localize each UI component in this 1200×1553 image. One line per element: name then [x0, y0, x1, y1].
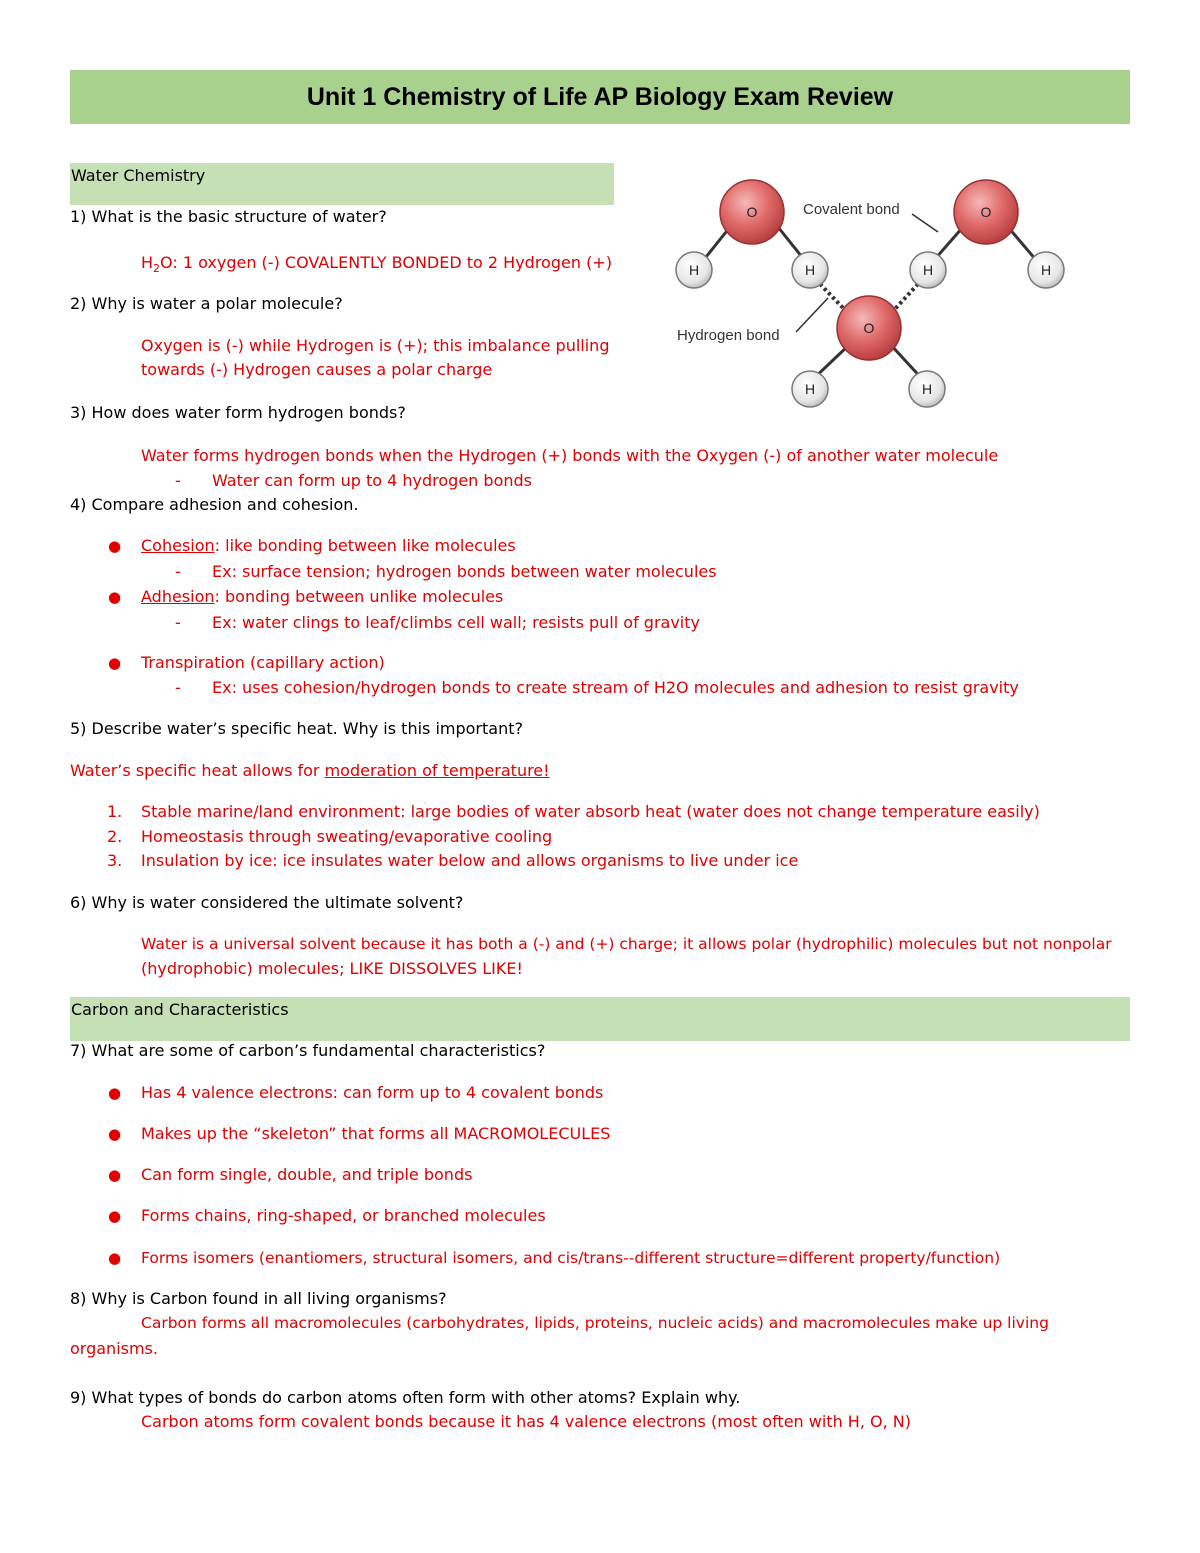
question-3: 3) How does water form hydrogen bonds?	[70, 403, 406, 422]
list-number: 3.	[107, 851, 123, 870]
answer-8-line-2: organisms.	[70, 1339, 158, 1358]
bullet-marker: ●	[108, 1084, 122, 1102]
cohesion-term: Cohesion	[141, 536, 215, 555]
answer-1	[141, 251, 612, 281]
hydrogen-label: H	[921, 381, 933, 397]
hydrogen-label: H	[922, 262, 934, 278]
question-5: 5) Describe water’s specific heat. Why is this important?	[70, 719, 523, 738]
question-2: 2) Why is water a polar molecule?	[70, 294, 343, 313]
answer-2-line-1: Oxygen is (-) while Hydrogen is (+); this imbalance pulling	[141, 336, 610, 355]
question-8: 8) Why is Carbon found in all living organisms?	[70, 1289, 447, 1308]
answer-5	[70, 759, 550, 783]
answer-6-line-2: (hydrophobic) molecules; LIKE DISSOLVES LIKE!	[141, 959, 523, 978]
bullet-marker: ●	[108, 1249, 122, 1267]
question-1: 1) What is the basic structure of water?	[70, 207, 387, 226]
covalent-bond-label: Covalent bond	[803, 201, 900, 218]
adhesion-example: Ex: water clings to leaf/climbs cell wall; resists pull of gravity	[212, 613, 700, 632]
specific-heat-item-3: Insulation by ice: ice insulates water below and allows organisms to live under ice	[141, 851, 799, 870]
bullet-marker: ●	[108, 1125, 122, 1143]
section-header-water	[70, 163, 614, 205]
answer-2-line-2: towards (-) Hydrogen causes a polar charge	[141, 360, 493, 379]
answer-5-underlined: moderation of temperature!	[324, 761, 550, 780]
hydrogen-bond-label: Hydrogen bond	[677, 327, 780, 344]
bullet-marker: ●	[108, 1166, 122, 1184]
list-number: 1.	[107, 802, 123, 821]
hydrogen-label: H	[804, 262, 816, 278]
adhesion-def: : bonding between unlike molecules	[214, 587, 504, 606]
oxygen-label: O	[863, 320, 875, 336]
list-number: 2.	[107, 827, 123, 846]
answer-6-line-1: Water is a universal solvent because it has both a (-) and (+) charge; it allows polar (hydrophilic) molecules but not nonpolar	[141, 935, 1112, 953]
title-bar	[70, 70, 1130, 124]
answer-3: Water forms hydrogen bonds when the Hydrogen (+) bonds with the Oxygen (-) of another water molecule	[141, 446, 999, 465]
section-header-carbon	[70, 997, 1130, 1041]
cohesion-def: : like bonding between like molecules	[214, 536, 516, 555]
oxygen-label: O	[980, 204, 992, 220]
cohesion-item	[141, 534, 516, 558]
page-title: Unit 1 Chemistry of Life AP Biology Exam Review	[306, 82, 894, 111]
covalent-label-pointer	[912, 214, 938, 232]
question-6: 6) Why is water considered the ultimate solvent?	[70, 893, 464, 912]
bullet-marker: ●	[108, 537, 122, 555]
transpiration-item: Transpiration (capillary action)	[141, 653, 385, 672]
carbon-item-5: Forms isomers (enantiomers, structural isomers, and cis/trans--different structure=different property/function)	[141, 1249, 1001, 1267]
oxygen-label: O	[746, 204, 758, 220]
hydrogen-bond-line	[894, 284, 918, 310]
carbon-item-1: Has 4 valence electrons: can form up to 4 covalent bonds	[141, 1083, 604, 1102]
dash-marker: -	[175, 678, 181, 697]
answer-8-line-1: Carbon forms all macromolecules (carbohydrates, lipids, proteins, nucleic acids) and macromolecules make up living	[141, 1314, 1049, 1332]
adhesion-item	[141, 585, 503, 609]
carbon-item-3: Can form single, double, and triple bonds	[141, 1165, 473, 1184]
bullet-marker: ●	[108, 588, 122, 606]
dash-marker: -	[175, 613, 181, 632]
section-title-carbon: Carbon and Characteristics	[71, 1000, 289, 1019]
bullet-marker: ●	[108, 654, 122, 672]
hydrogen-label: H	[688, 262, 700, 278]
water-hydrogen-bond-diagram	[670, 172, 1070, 412]
carbon-item-2: Makes up the “skeleton” that forms all MACROMOLECULES	[141, 1124, 611, 1143]
hydrogen-bond-line	[820, 284, 845, 310]
dash-marker: -	[175, 562, 181, 581]
hydrogen-label: H	[1040, 262, 1052, 278]
carbon-item-4: Forms chains, ring-shaped, or branched molecules	[141, 1206, 546, 1225]
dash-marker: -	[175, 471, 181, 490]
section-title-water: Water Chemistry	[71, 166, 206, 185]
hydrogen-label-pointer	[796, 298, 828, 332]
answer-1-text: O: 1 oxygen (-) COVALENTLY BONDED to 2 Hydrogen (+)	[160, 253, 612, 272]
hydrogen-label: H	[804, 381, 816, 397]
answer-5-pre: Water’s specific heat allows for	[70, 761, 325, 780]
answer-9: Carbon atoms form covalent bonds because it has 4 valence electrons (most often with H, O, N)	[141, 1412, 911, 1431]
adhesion-term: Adhesion	[141, 587, 215, 606]
specific-heat-item-2: Homeostasis through sweating/evaporative cooling	[141, 827, 553, 846]
answer-3-sub: Water can form up to 4 hydrogen bonds	[212, 471, 532, 490]
answer-1-subscript: 2	[153, 262, 161, 276]
cohesion-example: Ex: surface tension; hydrogen bonds between water molecules	[212, 562, 717, 581]
transpiration-example: Ex: uses cohesion/hydrogen bonds to create stream of H2O molecules and adhesion to resist gravity	[212, 678, 1019, 697]
question-7: 7) What are some of carbon’s fundamental characteristics?	[70, 1041, 546, 1060]
question-9: 9) What types of bonds do carbon atoms often form with other atoms? Explain why.	[70, 1388, 741, 1407]
answer-1-h: H	[141, 253, 154, 272]
bullet-marker: ●	[108, 1207, 122, 1225]
specific-heat-item-1: Stable marine/land environment: large bodies of water absorb heat (water does not change temperature easily)	[141, 802, 1040, 821]
question-4: 4) Compare adhesion and cohesion.	[70, 495, 359, 514]
